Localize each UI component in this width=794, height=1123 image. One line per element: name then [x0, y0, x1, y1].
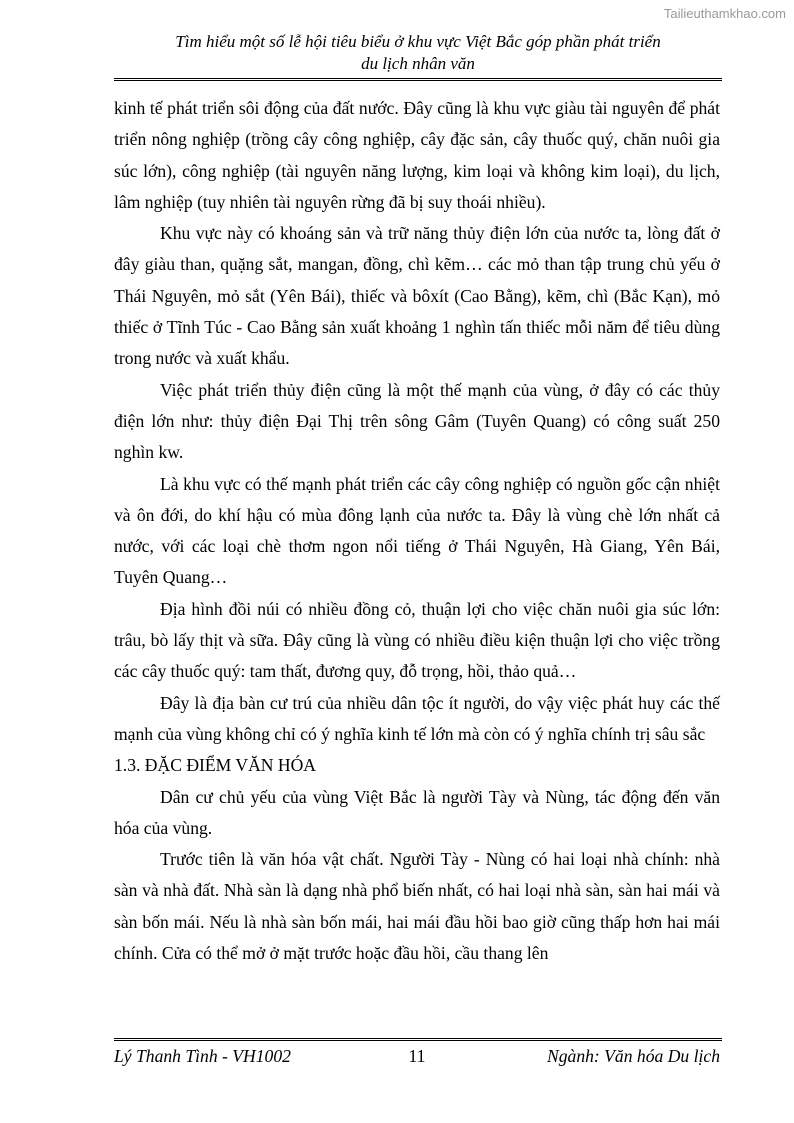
paragraph-7: Dân cư chủ yếu của vùng Việt Bắc là người Tày và Nùng, tác động đến văn hóa của vùng. — [114, 786, 720, 838]
header-divider — [114, 78, 722, 81]
paragraph-4: Là khu vực có thế mạnh phát triển các cây công nghiệp có nguồn gốc cận nhiệt và ôn đới, do khí hậu có mùa đông lạnh của nước ta. Đây là vùng chè lớn nhất cả nước, với các loại chè thơm ngon nổi tiếng ở Thái Nguyên, Hà Giang, Yên Bái, Tuyên Quang… — [114, 473, 720, 588]
paragraph-3: Việc phát triển thủy điện cũng là một thế mạnh của vùng, ở đây có các thủy điện lớn như: thủy điện Đại Thị trên sông Gâm (Tuyên Quang) có công suất 250 nghìn kw. — [114, 379, 720, 463]
paragraph-6: Đây là địa bàn cư trú của nhiều dân tộc ít người, do vậy việc phát huy các thế mạnh của vùng không chỉ có ý nghĩa kinh tế lớn mà còn có ý nghĩa chính trị sâu sắc — [114, 692, 720, 744]
header-title-line1: Tìm hiểu một số lễ hội tiêu biểu ở khu vực Việt Bắc góp phần phát triển — [175, 32, 661, 51]
footer-author: Lý Thanh Tình - VH1002 — [114, 1046, 291, 1066]
paragraph-2: Khu vực này có khoáng sản và trữ năng thủy điện lớn của nước ta, lòng đất ở đây giàu than, quặng sắt, mangan, đồng, chì kẽm… các mỏ than tập trung chủ yếu ở Thái Nguyên, mỏ sắt (Yên Bái), thiếc và bôxít (Cao Bằng), kẽm, chì (Bắc Kạn), mỏ thiếc ở Tĩnh Túc - Cao Bằng sản xuất khoảng 1 nghìn tấn thiếc mỗi năm để tiêu dùng trong nước và xuất khẩu. — [114, 223, 720, 369]
page-number: 11 — [408, 1046, 426, 1066]
header-title-line2: du lịch nhân văn — [361, 54, 475, 73]
watermark: Tailieuthamkhao.com — [663, 6, 786, 21]
page-footer — [114, 1045, 720, 1067]
page-header — [115, 31, 721, 75]
paragraph-5: Địa hình đồi núi có nhiều đồng cỏ, thuận lợi cho việc chăn nuôi gia súc lớn: trâu, bò lấy thịt và sữa. Đây cũng là vùng có nhiều điều kiện thuận lợi cho việc trồng các cây thuốc quý: tam thất, đương quy, đỗ trọng, hồi, thảo quả… — [114, 598, 720, 682]
footer-major: Ngành: Văn hóa Du lịch — [547, 1046, 720, 1066]
paragraph-8: Trước tiên là văn hóa vật chất. Người Tày - Nùng có hai loại nhà chính: nhà sàn và nhà đất. Nhà sàn là dạng nhà phổ biến nhất, có hai loại nhà sàn, sàn hai mái và sàn bốn mái. Nếu là nhà sàn bốn mái, hai mái đầu hồi bao giờ cũng thấp hơn hai mái chính. Cửa có thể mở ở mặt trước hoặc đầu hồi, cầu thang lên — [114, 849, 720, 964]
paragraph-1: kinh tế phát triển sôi động của đất nước. Đây cũng là khu vực giàu tài nguyên để phát triển nông nghiệp (trồng cây công nghiệp, cây đặc sản, cây thuốc quý, chăn nuôi gia súc lớn), công nghiệp (tài nguyên năng lượng, kim loại và không kim loại), du lịch, lâm nghiệp (tuy nhiên tài nguyên rừng đã bị suy thoái nhiều). — [114, 98, 720, 212]
section-heading: 1.3. ĐẶC ĐIỂM VĂN HÓA — [114, 755, 317, 776]
footer-divider — [114, 1038, 722, 1041]
document-body — [114, 93, 720, 969]
